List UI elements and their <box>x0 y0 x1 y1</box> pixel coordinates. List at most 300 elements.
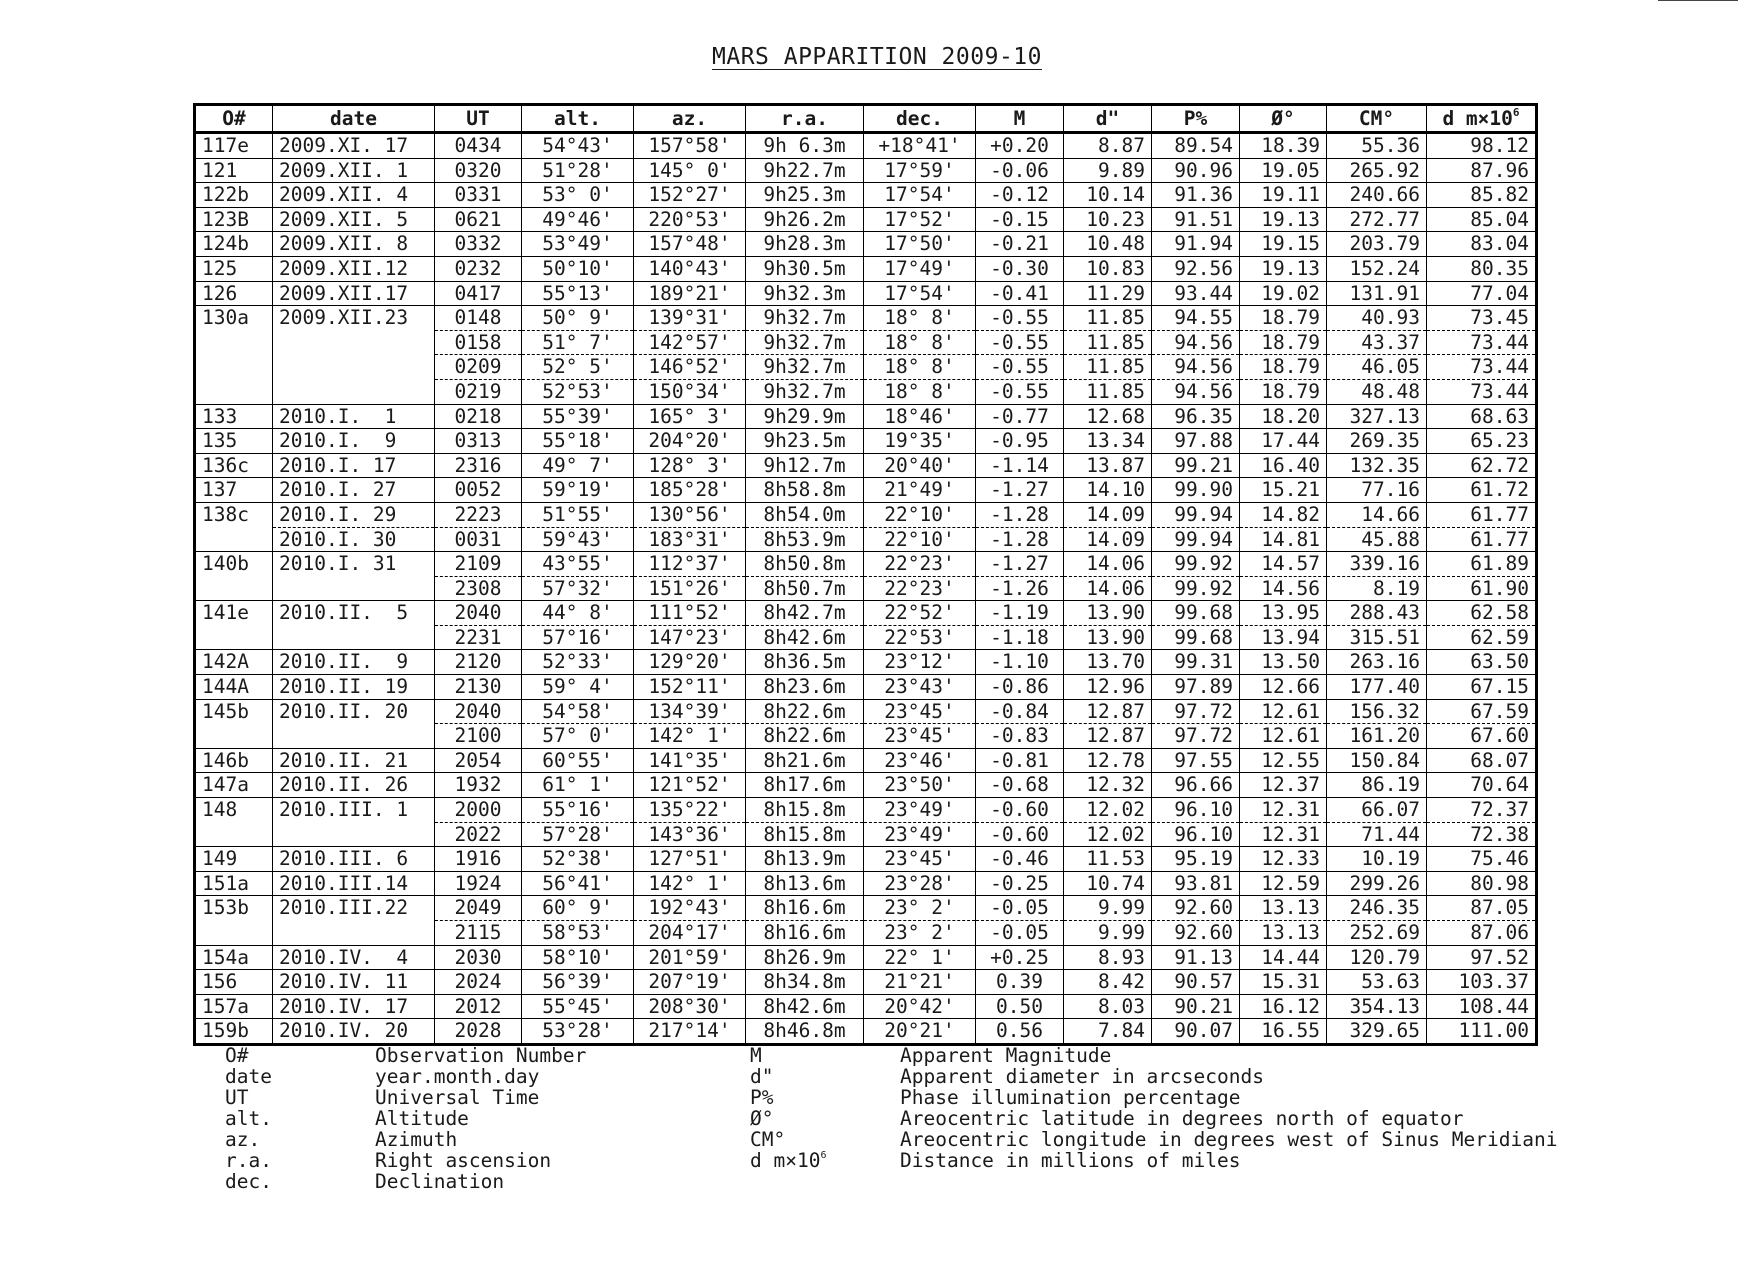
cell-phase: 94.56 <box>1152 355 1240 380</box>
cell-ut: 0158 <box>435 330 522 355</box>
cell-declination: 17°49' <box>864 256 976 281</box>
cell-azimuth: 152°11' <box>634 675 746 700</box>
cell-magnitude: -1.19 <box>976 601 1064 626</box>
table-row <box>195 921 1537 946</box>
cell-central-meridian: 8.19 <box>1327 576 1427 601</box>
cell-date <box>273 724 435 749</box>
cell-declination: 18° 8' <box>864 379 976 404</box>
cell-date: 2010.I. 1 <box>273 404 435 429</box>
col-header-ra: r.a. <box>746 105 864 133</box>
cell-phase: 91.36 <box>1152 183 1240 208</box>
cell-date: 2010.III. 6 <box>273 847 435 872</box>
cell-date: 2010.IV. 20 <box>273 1019 435 1045</box>
cell-distance: 80.35 <box>1427 256 1537 281</box>
table-row <box>195 896 1537 921</box>
table-row <box>195 404 1537 429</box>
cell-diameter: 10.14 <box>1064 183 1152 208</box>
cell-altitude: 53°28' <box>522 1019 634 1045</box>
cell-id: 117e <box>195 133 273 159</box>
cell-distance: 72.37 <box>1427 798 1537 823</box>
cell-phase: 99.94 <box>1152 527 1240 552</box>
cell-ut: 2109 <box>435 552 522 577</box>
cell-altitude: 51°28' <box>522 158 634 183</box>
table-row <box>195 281 1537 306</box>
cell-altitude: 55°39' <box>522 404 634 429</box>
col-header-diameter: d" <box>1064 105 1152 133</box>
cell-altitude: 59° 4' <box>522 675 634 700</box>
cell-magnitude: -0.12 <box>976 183 1064 208</box>
cell-id: 159b <box>195 1019 273 1045</box>
cell-right-ascension: 8h34.8m <box>746 970 864 995</box>
cell-date <box>273 355 435 380</box>
cell-azimuth: 151°26' <box>634 576 746 601</box>
cell-latitude: 18.39 <box>1240 133 1327 159</box>
col-header-alt: alt. <box>522 105 634 133</box>
cell-date: 2010.III.14 <box>273 871 435 896</box>
cell-central-meridian: 43.37 <box>1327 330 1427 355</box>
cell-magnitude: -1.10 <box>976 650 1064 675</box>
table-row <box>195 822 1537 847</box>
cell-phase: 94.56 <box>1152 379 1240 404</box>
table-row <box>195 798 1537 823</box>
cell-diameter: 13.34 <box>1064 429 1152 454</box>
table-row <box>195 133 1537 159</box>
cell-altitude: 55°16' <box>522 798 634 823</box>
cell-central-meridian: 45.88 <box>1327 527 1427 552</box>
cell-distance: 61.72 <box>1427 478 1537 503</box>
cell-distance: 97.52 <box>1427 945 1537 970</box>
cell-distance: 62.59 <box>1427 625 1537 650</box>
cell-ut: 0332 <box>435 232 522 257</box>
cell-distance: 65.23 <box>1427 429 1537 454</box>
cell-magnitude: -0.81 <box>976 748 1064 773</box>
cell-altitude: 58°10' <box>522 945 634 970</box>
cell-right-ascension: 9h32.7m <box>746 330 864 355</box>
cell-magnitude: -1.28 <box>976 502 1064 527</box>
cell-id: 141e <box>195 601 273 626</box>
cell-date: 2009.XII. 1 <box>273 158 435 183</box>
cell-diameter: 9.99 <box>1064 921 1152 946</box>
cell-diameter: 9.89 <box>1064 158 1152 183</box>
observation-table <box>193 103 1538 1046</box>
cell-latitude: 16.40 <box>1240 453 1327 478</box>
table-row <box>195 552 1537 577</box>
cell-magnitude: -1.26 <box>976 576 1064 601</box>
cell-id: 154a <box>195 945 273 970</box>
cell-id: 130a <box>195 306 273 331</box>
header-row <box>195 105 1537 133</box>
cell-altitude: 43°55' <box>522 552 634 577</box>
cell-id: 148 <box>195 798 273 823</box>
cell-declination: 22°23' <box>864 576 976 601</box>
cell-phase: 96.35 <box>1152 404 1240 429</box>
legend-description: Apparent diameter in arcseconds <box>900 1065 1264 1088</box>
cell-distance: 73.45 <box>1427 306 1537 331</box>
cell-right-ascension: 8h26.9m <box>746 945 864 970</box>
cell-declination: 21°49' <box>864 478 976 503</box>
cell-right-ascension: 8h50.7m <box>746 576 864 601</box>
cell-id: 135 <box>195 429 273 454</box>
cell-latitude: 12.61 <box>1240 699 1327 724</box>
cell-latitude: 13.95 <box>1240 601 1327 626</box>
cell-id: 124b <box>195 232 273 257</box>
cell-diameter: 14.06 <box>1064 576 1152 601</box>
cell-ut: 0232 <box>435 256 522 281</box>
cell-declination: 17°54' <box>864 281 976 306</box>
cell-ut: 2308 <box>435 576 522 601</box>
cell-azimuth: 130°56' <box>634 502 746 527</box>
cell-phase: 92.60 <box>1152 921 1240 946</box>
cell-date: 2010.I. 31 <box>273 552 435 577</box>
cell-phase: 96.10 <box>1152 822 1240 847</box>
cell-central-meridian: 120.79 <box>1327 945 1427 970</box>
cell-diameter: 11.85 <box>1064 306 1152 331</box>
cell-ut: 0313 <box>435 429 522 454</box>
legend-key: alt. <box>225 1107 272 1130</box>
cell-distance: 87.96 <box>1427 158 1537 183</box>
cell-diameter: 8.87 <box>1064 133 1152 159</box>
cell-central-meridian: 14.66 <box>1327 502 1427 527</box>
cell-diameter: 14.06 <box>1064 552 1152 577</box>
cell-azimuth: 111°52' <box>634 601 746 626</box>
cell-declination: 22°53' <box>864 625 976 650</box>
cell-diameter: 12.32 <box>1064 773 1152 798</box>
cell-diameter: 12.96 <box>1064 675 1152 700</box>
cell-declination: 23° 2' <box>864 921 976 946</box>
cell-id: 149 <box>195 847 273 872</box>
cell-latitude: 14.82 <box>1240 502 1327 527</box>
legend-description: Right ascension <box>375 1149 552 1172</box>
cell-id: 125 <box>195 256 273 281</box>
cell-central-meridian: 161.20 <box>1327 724 1427 749</box>
cell-phase: 95.19 <box>1152 847 1240 872</box>
cell-latitude: 19.15 <box>1240 232 1327 257</box>
cell-ut: 2000 <box>435 798 522 823</box>
cell-ut: 1916 <box>435 847 522 872</box>
legend-key: dec. <box>225 1170 272 1193</box>
cell-declination: 22°23' <box>864 552 976 577</box>
cell-phase: 99.94 <box>1152 502 1240 527</box>
table-row <box>195 945 1537 970</box>
cell-diameter: 10.83 <box>1064 256 1152 281</box>
cell-azimuth: 220°53' <box>634 207 746 232</box>
cell-magnitude: 0.50 <box>976 994 1064 1019</box>
cell-right-ascension: 8h16.6m <box>746 921 864 946</box>
cell-azimuth: 192°43' <box>634 896 746 921</box>
cell-central-meridian: 156.32 <box>1327 699 1427 724</box>
cell-right-ascension: 9h29.9m <box>746 404 864 429</box>
table-row <box>195 650 1537 675</box>
cell-id: 145b <box>195 699 273 724</box>
cell-right-ascension: 8h21.6m <box>746 748 864 773</box>
cell-phase: 91.94 <box>1152 232 1240 257</box>
cell-declination: 23°45' <box>864 847 976 872</box>
corner-rule <box>1658 0 1738 1</box>
cell-latitude: 18.79 <box>1240 379 1327 404</box>
cell-distance: 87.05 <box>1427 896 1537 921</box>
cell-ut: 2049 <box>435 896 522 921</box>
cell-latitude: 14.57 <box>1240 552 1327 577</box>
legend-key: Ø° <box>750 1107 774 1130</box>
cell-declination: 18° 8' <box>864 355 976 380</box>
cell-ut: 2223 <box>435 502 522 527</box>
legend-description: Areocentric longitude in degrees west of Sinus Meridiani <box>900 1128 1558 1151</box>
cell-declination: 18°46' <box>864 404 976 429</box>
cell-declination: 23°49' <box>864 798 976 823</box>
cell-ut: 1932 <box>435 773 522 798</box>
cell-central-meridian: 86.19 <box>1327 773 1427 798</box>
cell-latitude: 19.13 <box>1240 256 1327 281</box>
cell-phase: 94.56 <box>1152 330 1240 355</box>
cell-azimuth: 145° 0' <box>634 158 746 183</box>
table-row <box>195 994 1537 1019</box>
cell-latitude: 18.79 <box>1240 355 1327 380</box>
cell-magnitude: -0.86 <box>976 675 1064 700</box>
table-row <box>195 330 1537 355</box>
cell-date: 2010.II. 5 <box>273 601 435 626</box>
cell-altitude: 59°43' <box>522 527 634 552</box>
cell-latitude: 12.59 <box>1240 871 1327 896</box>
cell-ut: 2231 <box>435 625 522 650</box>
cell-latitude: 13.13 <box>1240 921 1327 946</box>
cell-ut: 0052 <box>435 478 522 503</box>
cell-altitude: 55°18' <box>522 429 634 454</box>
cell-right-ascension: 9h32.7m <box>746 379 864 404</box>
legend-description: Phase illumination percentage <box>900 1086 1241 1109</box>
cell-azimuth: 207°19' <box>634 970 746 995</box>
cell-diameter: 14.10 <box>1064 478 1152 503</box>
cell-declination: 23°49' <box>864 822 976 847</box>
cell-azimuth: 185°28' <box>634 478 746 503</box>
cell-latitude: 12.37 <box>1240 773 1327 798</box>
cell-right-ascension: 8h17.6m <box>746 773 864 798</box>
cell-azimuth: 112°37' <box>634 552 746 577</box>
cell-central-meridian: 40.93 <box>1327 306 1427 331</box>
cell-declination: 19°35' <box>864 429 976 454</box>
cell-diameter: 13.70 <box>1064 650 1152 675</box>
cell-date <box>273 330 435 355</box>
cell-azimuth: 157°58' <box>634 133 746 159</box>
table-row <box>195 183 1537 208</box>
cell-phase: 99.92 <box>1152 552 1240 577</box>
cell-right-ascension: 8h13.9m <box>746 847 864 872</box>
cell-phase: 91.51 <box>1152 207 1240 232</box>
cell-diameter: 14.09 <box>1064 527 1152 552</box>
cell-diameter: 11.29 <box>1064 281 1152 306</box>
table-row <box>195 355 1537 380</box>
cell-ut: 0219 <box>435 379 522 404</box>
cell-magnitude: -0.55 <box>976 306 1064 331</box>
cell-id: 136c <box>195 453 273 478</box>
cell-date: 2010.IV. 4 <box>273 945 435 970</box>
cell-latitude: 12.61 <box>1240 724 1327 749</box>
cell-azimuth: 183°31' <box>634 527 746 552</box>
cell-azimuth: 139°31' <box>634 306 746 331</box>
cell-right-ascension: 8h58.8m <box>746 478 864 503</box>
cell-altitude: 52°38' <box>522 847 634 872</box>
col-header-distance: d $m\times 10^6$ <box>1427 105 1537 133</box>
cell-right-ascension: 8h15.8m <box>746 798 864 823</box>
cell-right-ascension: 8h23.6m <box>746 675 864 700</box>
cell-central-meridian: 66.07 <box>1327 798 1427 823</box>
cell-magnitude: -0.95 <box>976 429 1064 454</box>
cell-right-ascension: 9h26.2m <box>746 207 864 232</box>
cell-azimuth: 217°14' <box>634 1019 746 1045</box>
cell-latitude: 19.05 <box>1240 158 1327 183</box>
cell-azimuth: 143°36' <box>634 822 746 847</box>
col-header-date: date <box>273 105 435 133</box>
cell-date: 2009.XII. 4 <box>273 183 435 208</box>
table-row <box>195 601 1537 626</box>
cell-phase: 90.07 <box>1152 1019 1240 1045</box>
cell-central-meridian: 150.84 <box>1327 748 1427 773</box>
cell-date: 2010.II. 21 <box>273 748 435 773</box>
cell-distance: 87.06 <box>1427 921 1537 946</box>
cell-ut: 0434 <box>435 133 522 159</box>
cell-altitude: 52° 5' <box>522 355 634 380</box>
cell-declination: 23°50' <box>864 773 976 798</box>
cell-right-ascension: 8h36.5m <box>746 650 864 675</box>
cell-declination: 23°43' <box>864 675 976 700</box>
cell-distance: 73.44 <box>1427 379 1537 404</box>
cell-azimuth: 204°17' <box>634 921 746 946</box>
cell-ut: 0031 <box>435 527 522 552</box>
cell-altitude: 56°41' <box>522 871 634 896</box>
cell-magnitude: -0.77 <box>976 404 1064 429</box>
table-row <box>195 478 1537 503</box>
cell-id <box>195 330 273 355</box>
cell-latitude: 16.55 <box>1240 1019 1327 1045</box>
cell-phase: 96.66 <box>1152 773 1240 798</box>
cell-declination: 22°10' <box>864 527 976 552</box>
cell-distance: 61.77 <box>1427 527 1537 552</box>
cell-magnitude: -0.55 <box>976 379 1064 404</box>
table-row <box>195 748 1537 773</box>
cell-azimuth: 121°52' <box>634 773 746 798</box>
cell-distance: 70.64 <box>1427 773 1537 798</box>
cell-altitude: 49°46' <box>522 207 634 232</box>
cell-magnitude: +0.25 <box>976 945 1064 970</box>
cell-id: 137 <box>195 478 273 503</box>
cell-date <box>273 625 435 650</box>
legend-key: d" <box>750 1065 774 1088</box>
cell-azimuth: 142°57' <box>634 330 746 355</box>
cell-magnitude: -0.84 <box>976 699 1064 724</box>
cell-azimuth: 140°43' <box>634 256 746 281</box>
cell-declination: 22°10' <box>864 502 976 527</box>
cell-right-ascension: 9h32.3m <box>746 281 864 306</box>
cell-declination: 17°50' <box>864 232 976 257</box>
cell-ut: 2054 <box>435 748 522 773</box>
col-header-ut: UT <box>435 105 522 133</box>
cell-right-ascension: 9h 6.3m <box>746 133 864 159</box>
legend-key: O# <box>225 1044 249 1067</box>
cell-diameter: 12.02 <box>1064 822 1152 847</box>
cell-right-ascension: 8h42.6m <box>746 625 864 650</box>
cell-distance: 73.44 <box>1427 355 1537 380</box>
cell-latitude: 14.56 <box>1240 576 1327 601</box>
cell-azimuth: 135°22' <box>634 798 746 823</box>
cell-central-meridian: 53.63 <box>1327 970 1427 995</box>
cell-azimuth: 157°48' <box>634 232 746 257</box>
cell-distance: 62.72 <box>1427 453 1537 478</box>
cell-azimuth: 142° 1' <box>634 724 746 749</box>
cell-declination: 17°59' <box>864 158 976 183</box>
cell-ut: 2028 <box>435 1019 522 1045</box>
cell-distance: 62.58 <box>1427 601 1537 626</box>
cell-ut: 0417 <box>435 281 522 306</box>
cell-latitude: 19.02 <box>1240 281 1327 306</box>
table-row <box>195 306 1537 331</box>
cell-right-ascension: 8h42.6m <box>746 994 864 1019</box>
cell-ut: 1924 <box>435 871 522 896</box>
cell-altitude: 56°39' <box>522 970 634 995</box>
cell-distance: 61.77 <box>1427 502 1537 527</box>
cell-altitude: 57° 0' <box>522 724 634 749</box>
cell-id: 138c <box>195 502 273 527</box>
cell-magnitude: +0.20 <box>976 133 1064 159</box>
cell-magnitude: -0.25 <box>976 871 1064 896</box>
cell-diameter: 12.78 <box>1064 748 1152 773</box>
cell-latitude: 19.11 <box>1240 183 1327 208</box>
cell-declination: 17°54' <box>864 183 976 208</box>
cell-azimuth: 189°21' <box>634 281 746 306</box>
legend-key: CM° <box>750 1128 786 1151</box>
cell-central-meridian: 339.16 <box>1327 552 1427 577</box>
cell-date: 2009.XII. 5 <box>273 207 435 232</box>
col-header-id: O# <box>195 105 273 133</box>
cell-date: 2010.I. 30 <box>273 527 435 552</box>
legend-description: Observation Number <box>375 1044 587 1067</box>
cell-id: 146b <box>195 748 273 773</box>
cell-id: 133 <box>195 404 273 429</box>
cell-altitude: 57°32' <box>522 576 634 601</box>
cell-central-meridian: 246.35 <box>1327 896 1427 921</box>
cell-date: 2010.II. 26 <box>273 773 435 798</box>
cell-phase: 90.21 <box>1152 994 1240 1019</box>
cell-phase: 92.56 <box>1152 256 1240 281</box>
cell-latitude: 16.12 <box>1240 994 1327 1019</box>
cell-altitude: 53° 0' <box>522 183 634 208</box>
cell-distance: 111.00 <box>1427 1019 1537 1045</box>
col-header-magnitude: M <box>976 105 1064 133</box>
cell-ut: 2040 <box>435 601 522 626</box>
cell-id <box>195 625 273 650</box>
cell-diameter: 10.48 <box>1064 232 1152 257</box>
cell-distance: 103.37 <box>1427 970 1537 995</box>
cell-azimuth: 150°34' <box>634 379 746 404</box>
cell-ut: 2100 <box>435 724 522 749</box>
cell-magnitude: -0.41 <box>976 281 1064 306</box>
table-row <box>195 453 1537 478</box>
cell-distance: 72.38 <box>1427 822 1537 847</box>
cell-ut: 0621 <box>435 207 522 232</box>
cell-magnitude: -0.21 <box>976 232 1064 257</box>
cell-declination: 20°42' <box>864 994 976 1019</box>
cell-date: 2010.IV. 11 <box>273 970 435 995</box>
cell-right-ascension: 8h50.8m <box>746 552 864 577</box>
cell-right-ascension: 9h28.3m <box>746 232 864 257</box>
cell-azimuth: 128° 3' <box>634 453 746 478</box>
cell-right-ascension: 9h25.3m <box>746 183 864 208</box>
cell-magnitude: 0.56 <box>976 1019 1064 1045</box>
cell-altitude: 52°33' <box>522 650 634 675</box>
cell-latitude: 13.50 <box>1240 650 1327 675</box>
cell-central-meridian: 288.43 <box>1327 601 1427 626</box>
cell-central-meridian: 48.48 <box>1327 379 1427 404</box>
cell-phase: 90.57 <box>1152 970 1240 995</box>
cell-altitude: 51° 7' <box>522 330 634 355</box>
